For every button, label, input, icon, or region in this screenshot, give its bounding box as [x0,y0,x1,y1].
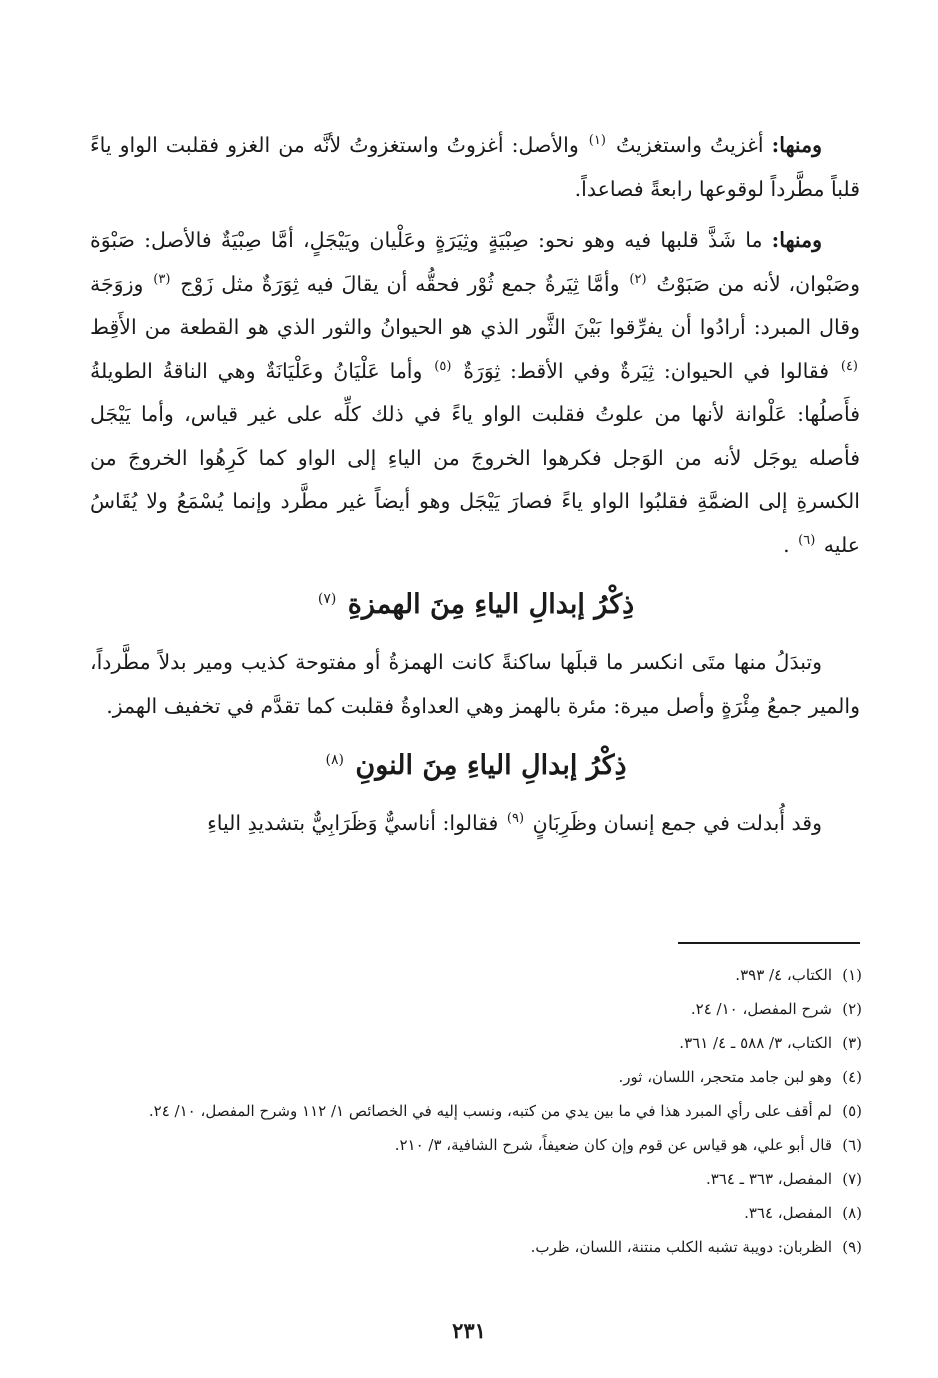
footnote-item [90,1094,862,1128]
footnote-text: قال أبو علي، هو قياس عن قوم وإن كان ضعيفاً، شرح الشافية، ٣/ ٢١٠. [394,1136,832,1154]
footnote-ref[interactable]: (٨) [325,752,344,768]
footnote-number: (٥) [842,1102,862,1120]
footnote-text: المفصل، ٣٦٤. [744,1204,832,1222]
page-number: ٢٣١ [452,1318,486,1343]
footnote-ref[interactable]: (٤) [840,358,858,374]
section-heading-hamza [90,577,860,633]
footnote-item [90,1060,862,1094]
footnote-number: (٤) [842,1068,862,1086]
text-run: وزوَجَة وقال المبرد: أرادُوا أن يفرِّقوا بَيْنَ الثَّور الذي هو الحيوانُ والثور الذي هو القطعة من الأَقِط [90,271,860,339]
footnote-divider [678,942,860,944]
text-run: ما شَذَّ قلبها فيه وهو نحو: صِبْيَةٍ وثِيَرَةٍ وعَلْيان ويَيْجَلٍ، أمَّا صِبْيَةٌ فالأصل: صَبْوَة وصَبْوان، لأنه من صَبَوْتُ [90,228,860,296]
footnote-number: (٣) [842,1034,862,1052]
text-run: أغزيتُ واستغزيتُ [615,133,764,157]
footnote-text: الكتاب، ٤/ ٣٩٣. [735,966,832,984]
footnote-text: وهو لبن جامد متحجر، اللسان، ثور. [618,1068,832,1086]
text-run: وأما عَلْيَانُ وعَلْيَانَةٌ وهي الناقةُ الطويلةُ فأَصلُها: عَلْوانة لأنها من علوتُ فقلبت الواو ياءً في ذلك كلِّه على غير قياس، وأما يَيْجَل فأصله يوجَل لأنه من الوَجل فكرهوا الخروجَ من الياءِ إلى الواو كما كَرِهُوا الخروجَ من الكسرةِ إلى الضمَّةِ فقلبُوا الواو ياءً فصارَ يَيْجَل وهو أيضاً غير مطَّرد وإنما يُسْمَعُ ولا يُقَاسُ عليه [90,358,860,557]
footnote-ref[interactable]: (١) [588,133,606,149]
footnote-item [90,1128,862,1162]
footnote-number: (٩) [842,1238,862,1256]
footnote-item [90,1026,862,1060]
paragraph-1 [90,124,860,211]
footnote-number: (٨) [842,1204,862,1222]
footnote-item [90,1196,862,1230]
section-heading-nun [90,738,860,794]
footnotes-list [90,958,862,1264]
footnote-item [90,958,862,992]
footnote-ref[interactable]: (٢) [629,271,647,287]
footnote-item [90,1162,862,1196]
main-text [90,124,860,846]
heading-text: ذِكْرُ إبدالِ الياءِ مِنَ النونِ [355,750,627,781]
paragraph-lead: ومنها: [771,228,822,252]
text-run: فقالوا: أناسيٌّ وَظَرَابِيٌّ بتشديدِ الياءِ [207,811,499,835]
footnote-number: (٢) [842,1000,862,1018]
text-run: وتبدَلُ منها متَى انكسر ما قبلَها ساكنةً كانت الهمزةُ أو مفتوحة كذيب ومير بدلاً مطَّرداً، والمير جمعُ مِئْرَةٍ وأصل ميرة: مئرة بالهمز وهي العداوةُ فقلبت كما تقدَّم في تخفيف الهمز. [90,650,860,718]
text-run: فقالوا في الحيوان: ثِيَرةٌ وفي الأقط: ثِوَرَةٌ [463,358,829,383]
footnote-text: لم أقف على رأي المبرد هذا في ما بين يدي من كتبه، ونسب إليه في الخصائص ١/ ١١٢ وشرح المفصل، ١٠/ ٢٤. [148,1102,832,1120]
text-run: وأمَّا ثِيَرةُ جمع ثُوْر فحقُّه أن يقالَ فيه ثِوَرَةٌ مثل زَوْج [180,271,620,296]
heading-text: ذِكْرُ إبدالِ الياءِ مِنَ الهمزةِ [347,589,635,620]
footnote-ref[interactable]: (٥) [434,358,452,374]
footnote-ref[interactable]: (٣) [153,271,171,287]
footnote-ref[interactable]: (٩) [506,811,525,827]
paragraph-lead: ومنها: [771,133,822,157]
footnote-text: المفصل، ٣٦٣ ـ ٣٦٤. [705,1170,832,1188]
footnote-text: شرح المفصل، ١٠/ ٢٤. [690,1000,832,1018]
footnote-ref[interactable]: (٧) [317,591,337,607]
footnote-number: (١) [842,966,862,984]
footnote-text: الظربان: دويبة تشبه الكلب منتنة، اللسان، ظرب. [530,1238,832,1256]
footnote-ref[interactable]: (٦) [798,532,816,548]
paragraph-2 [90,219,860,567]
footnote-text: الكتاب، ٣/ ٥٨٨ ـ ٤/ ٣٦١. [679,1034,832,1052]
footnote-number: (٦) [842,1136,862,1154]
text-run: وقد أُبدلت في جمع إنسان وظَرِبَانٍ [532,811,822,835]
footnote-number: (٧) [842,1170,862,1188]
paragraph-3 [90,641,860,728]
footnote-item [90,1230,862,1264]
text-run: . [783,532,790,557]
text-run: والأصل: أغزوتُ واستغزوتُ لأنَّه من الغزو فقلبت الواو ياءً قلباً مطَّرداً لوقوعها رابعةً فصاعداً. [90,133,860,201]
paragraph-4 [90,802,860,846]
footnote-item [90,992,862,1026]
